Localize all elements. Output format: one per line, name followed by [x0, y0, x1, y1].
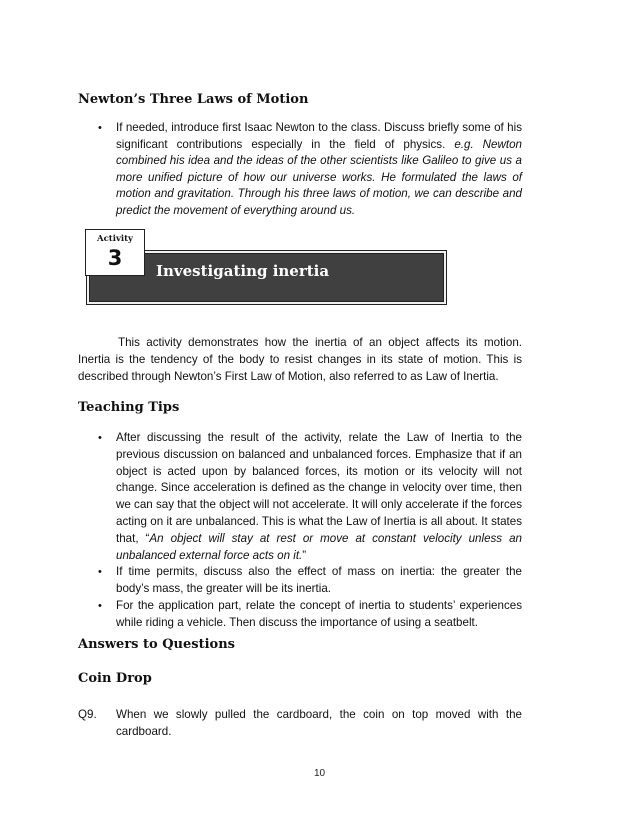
activity-badge — [85, 229, 145, 276]
tip-text: If time permits, discuss also the effect of mass on inertia: the greater the body’s mass, the greater will be its inertia. — [116, 565, 522, 596]
section-heading-answers: Answers to Questions — [78, 637, 235, 652]
activity-label: Activity — [97, 234, 133, 244]
list-item — [78, 430, 522, 564]
subheading-coin-drop: Coin Drop — [78, 671, 152, 686]
bullet-icon: • — [98, 599, 102, 612]
section-heading-teaching-tips: Teaching Tips — [78, 400, 180, 415]
newton-intro-list — [78, 120, 522, 219]
list-item — [78, 598, 522, 632]
tip-text-after: ” — [302, 548, 307, 562]
activity-number: 3 — [107, 246, 123, 270]
list-item — [78, 564, 522, 598]
teaching-tips-list — [78, 430, 522, 632]
bullet-icon: • — [98, 566, 102, 579]
answer-text: When we slowly pulled the cardboard, the coin on top moved with the cardboard. — [116, 708, 522, 738]
bullet-text-italic: e.g. Newton combined his idea and the ideas of the other scientists like Galileo to give us a more unified picture of how our universe works. He formulated the laws of motion and gravitation. Through his three laws of motion, we can describe and predict the movement of everything around us. — [116, 137, 522, 217]
intro-text: This activity demonstrates how the inertia of an object affects its motion. Inertia is the tendency of the body to resist changes in its state of motion. This is described through Newton’s First Law of Motion, also referred to as Law of Inertia. — [78, 336, 522, 384]
activity-intro-paragraph — [78, 334, 522, 386]
tip-text-italic: An object will stay at rest or move at constant velocity unless an unbalanced external force acts on it. — [116, 531, 522, 562]
tip-text-plain: After discussing the result of the activity, relate the Law of Inertia to the previous discussion on balanced and unbalanced forces. Emphasize that if an object is acted upon by balanced forces, its motion or its velocity will not change. Since acceleration is defined as the change in velocity over time, then we can say that the object will not accelerate. It will only accelerate if the forces acting on it are unbalanced. This is what the Law of Inertia is all about. It states that, “ — [116, 431, 522, 545]
section-heading-newtons-laws: Newton’s Three Laws of Motion — [78, 92, 309, 107]
tip-text: For the application part, relate the concept of inertia to students’ experiences while riding a vehicle. Then discuss the importance of using a seatbelt. — [116, 598, 522, 629]
bullet-icon: • — [98, 122, 102, 134]
page-number: 10 — [313, 768, 326, 779]
bullet-icon: • — [98, 432, 102, 444]
bullet-text-plain: If needed, introduce first Isaac Newton to the class. Discuss briefly some of his significant contributions especially in the field of physics. — [116, 121, 522, 151]
list-item — [78, 120, 522, 219]
question-number: Q9. — [78, 708, 97, 721]
activity-title: Investigating inertia — [156, 262, 330, 280]
